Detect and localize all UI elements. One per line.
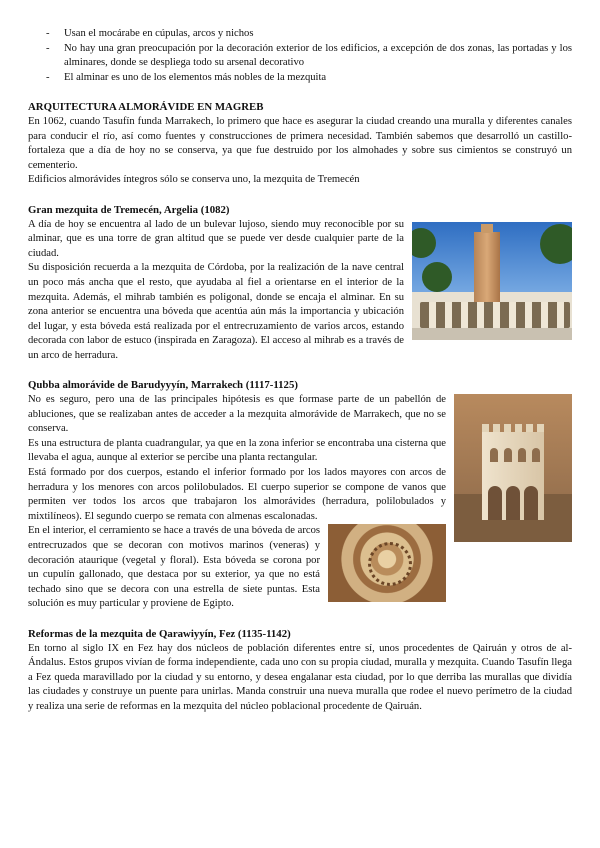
section-tremecen [28, 203, 572, 364]
section-magreb [28, 100, 572, 188]
bullet-item: - Usan el mocárabe en cúpulas, arcos y nichos [28, 27, 572, 42]
paragraph: Su disposición recuerda a la mezquita de Córdoba, por la realización de la nave central un poco más ancha que el resto, que ayudaba al fiel a orientarse en el interior de la mezquita. Además, el mihrab también es poligonal, donde se encaja el alminar. En su zona anterior se encuentra una bóveda que acentúa aún más la importancia y ubicación del lugar, y esta bóveda está realizada por el entrecruzamiento de varios arcos, estando decorada con labor de estuco (inspirada en Zaragoza). El acceso al mihrab es a través de un arco de herradura. [28, 262, 404, 361]
paragraph: En 1062, cuando Tasufín funda Marrakech, lo primero que hace es asegurar la ciudad creando una muralla y diferentes canales para conducir el río, así como fuentes y construcciones de primera necesidad. También sabemos que desarrolló un castillo-fortaleza que a día de hoy no se conserva, ya que fue destruido por los almohades y sobre sus cimientos se construyó un cementerio. [28, 115, 572, 171]
section-heading: Qubba almorávide de Barudyyyín, Marrakech (1117-1125) [28, 379, 298, 392]
section-fez [28, 627, 572, 715]
section-heading: Reformas de la mezquita de Qarawiyyín, Fez (1135-1142) [28, 627, 291, 640]
document-page [28, 27, 572, 715]
section-qubba [28, 378, 572, 612]
section-heading: Gran mezquita de Tremecén, Argelia (1082) [28, 203, 230, 216]
section-heading: ARQUITECTURA ALMORÁVIDE EN MAGREB [28, 101, 264, 114]
paragraph: Edificios almorávides íntegros sólo se conserva uno, la mezquita de Tremecén [28, 174, 360, 186]
bullet-item: - No hay una gran preocupación por la decoración exterior de los edificios, a excepción de dos zonas, las portadas y los alminares, donde se despliega todo su arsenal decorativo [28, 42, 572, 71]
paragraph: Es una estructura de planta cuadrangular, ya que en la zona inferior se encontraba una cisterna que llevaba el agua, aunque al exterior se percibe una planta rectangular. [28, 437, 446, 464]
paragraph: Está formado por dos cuerpos, estando el inferior formado por los lados mayores con arcos de herradura y los menores con arcos polilobulados. El cuerpo superior se compone de vanos que permiten ver todos los arcos que trabajaron los almorávides (herradura, polilobulados y mixtilíneos). El segundo cuerpo se remata con almenas escalonadas. [28, 467, 446, 522]
paragraph: No es seguro, pero una de las principales hipótesis es que formase parte de un pabellón de abluciones, que se realizaban antes de acceder a la mezquita almorávide de Marrakech, que no se conserva. [28, 394, 446, 435]
qubba-photo [454, 394, 572, 542]
dome-photo [328, 524, 446, 602]
mosque-photo [412, 222, 572, 340]
bullet-item: - El alminar es uno de los elementos más nobles de la mezquita [28, 71, 572, 86]
bullet-list [28, 27, 572, 85]
paragraph: A día de hoy se encuentra al lado de un bulevar lujoso, siendo muy reconocible por su alminar, que es una torre de gran altitud que se puede ver desde cualquier parte de la ciudad. [28, 218, 404, 259]
paragraph: En el interior, el cerramiento se hace a través de una bóveda de arcos entrecruzados que se decoran con motivos marinos (veneras) y decoración ataurique (vegetal y floral). Esta bóveda se corona por un cupulín gallonado, que destaca por su exterior, ya que no está techado sino que se decora con una estrella de siete puntas. Esta solución es muy particular y proviene de Egipto. [28, 525, 320, 610]
paragraph: En torno al siglo IX en Fez hay dos núcleos de población diferentes entre sí, unos procedentes de Qairuán y otros de al-Ándalus. Estos grupos vivían de forma independiente, cada uno con su propia ciudad, muralla y mezquita. Cuando Tasufín llega a Fez queda maravillado por la ciudad y su entorno, y desea engalanar esta ciudad, por lo que derriba las murallas que dividía las ciudades y construye un puente para unirlas. Manda construir una nueva muralla que rodee el nuevo perímetro de la ciudad y realiza una serie de reformas en la mezquita del núcleo poblacional procedente de Qairuán. [28, 642, 572, 712]
